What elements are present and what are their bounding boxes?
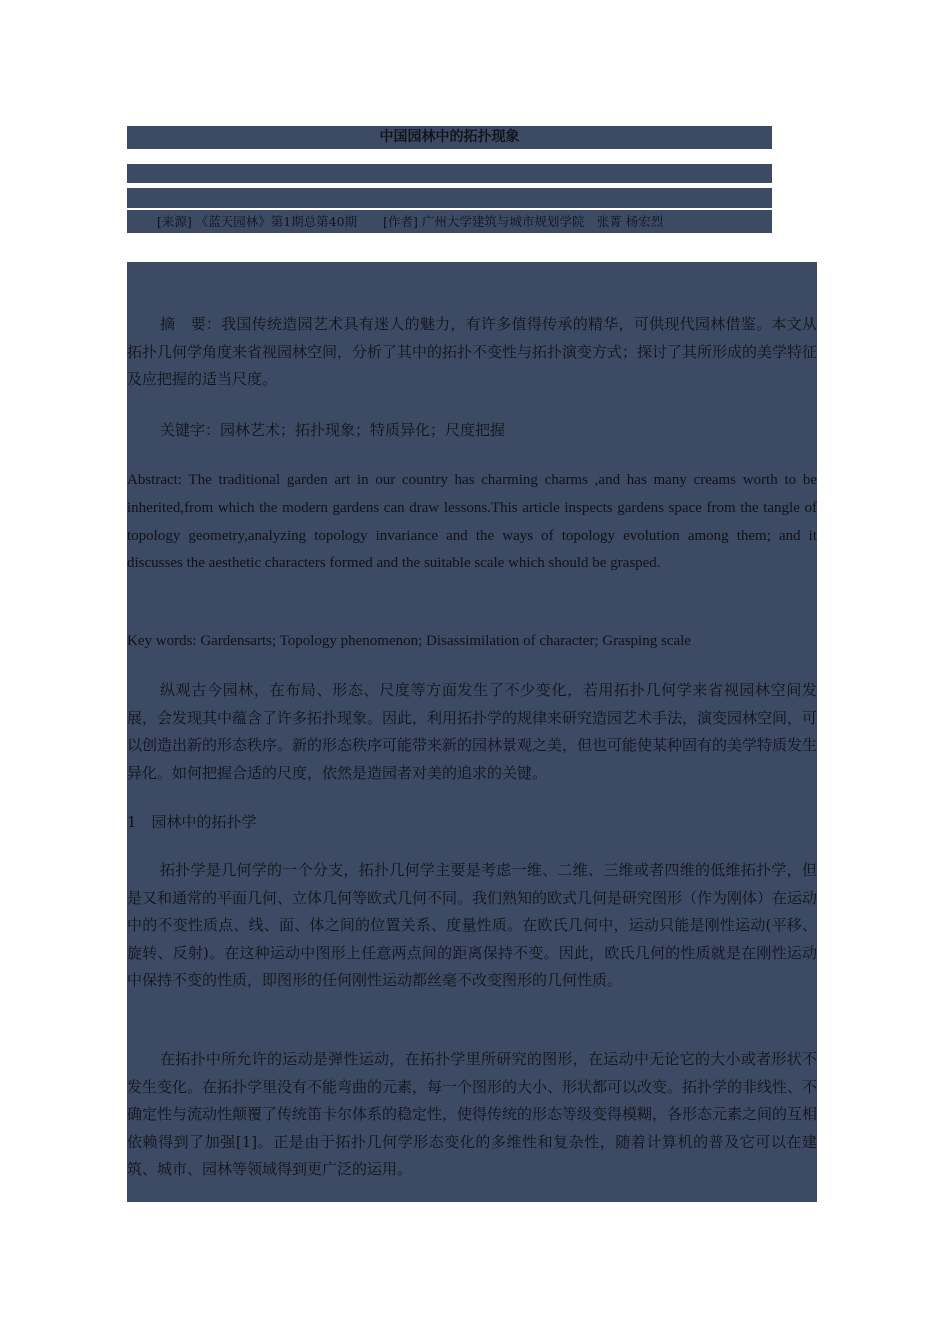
source-text: [来源] 《蓝天园林》第1期总第40期 [157, 214, 358, 229]
keywords-cn: 关键字：园林艺术；拓扑现象；特质异化；尺度把握 [160, 421, 506, 439]
blank-band [127, 164, 772, 183]
keywords-en: Key words: Gardensarts; Topology phenomenon; Disassimilation of character; Grasping scale [127, 633, 691, 649]
section-heading: 1 园林中的拓扑学 [127, 813, 257, 831]
meta-band [127, 210, 772, 233]
intro-paragraph: 纵观古今园林，在布局、形态、尺度等方面发生了不少变化，若用拓扑几何学来省视园林空间发展，会发现其中蕴含了许多拓扑现象。因此，利用拓扑学的规律来研究造园艺术手法，演变园林空间，可以创造出新的形态秩序。新的形态秩序可能带来新的园林景观之美，但也可能使某种固有的美学特质发生异化。如何把握合适的尺度，依然是造园者对美的追求的关键。 [127, 681, 818, 782]
abstract-en: Abstract: The traditional garden art in our country has charming charms ,and has many creams worth to be inherited,from which the modern gardens can draw lessons.This article inspects gardens space from the tangle of topology geometry,analyzing topology invariance and the ways of topology evolution among them; and it discusses the aesthetic characters formed and the suitable scale which should be grasped. [127, 472, 817, 572]
body-paragraph: 拓扑学是几何学的一个分支，拓扑几何学主要是考虑一维、二维、三维或者四维的低维拓扑学，但是又和通常的平面几何、立体几何等欧式几何不同。我们熟知的欧式几何是研究图形（作为刚体）在运动中的不变性质点、线、面、体之间的位置关系、度量性质。在欧氏几何中，运动只能是刚性运动(平移、旋转、反射)。在这种运动中图形上任意两点间的距离保持不变。因此，欧氏几何的性质就是在刚性运动中保持不变的性质，即图形的任何刚性运动都丝毫不改变图形的几何性质。 [127, 861, 818, 989]
blank-band [127, 188, 772, 208]
page-title: 中国园林中的拓扑现象 [127, 126, 772, 149]
abstract-cn: 摘 要：我国传统造园艺术具有迷人的魅力，有许多值得传承的精华，可供现代园林借鉴。本文从拓扑几何学角度来省视园林空间，分析了其中的拓扑不变性与拓扑演变方式；探讨了其所形成的美学特征及应把握的适当尺度。 [127, 315, 818, 388]
author-text: [作者] 广州大学建筑与城市规划学院 张菁 杨宏烈 [383, 214, 664, 229]
body-paragraph: 在拓扑中所允许的运动是弹性运动，在拓扑学里所研究的图形，在运动中无论它的大小或者形状不发生变化。在拓扑学里没有不能弯曲的元素，每一个图形的大小、形状都可以改变。拓扑学的非线性、不确定性与流动性颠覆了传统笛卡尔体系的稳定性，使得传统的形态等级变得模糊，各形态元素之间的互相依赖得到了加强[1]。正是由于拓扑几何学形态变化的多维性和复杂性，随着计算机的普及它可以在建筑、城市、园林等领域得到更广泛的运用。 [127, 1050, 818, 1178]
